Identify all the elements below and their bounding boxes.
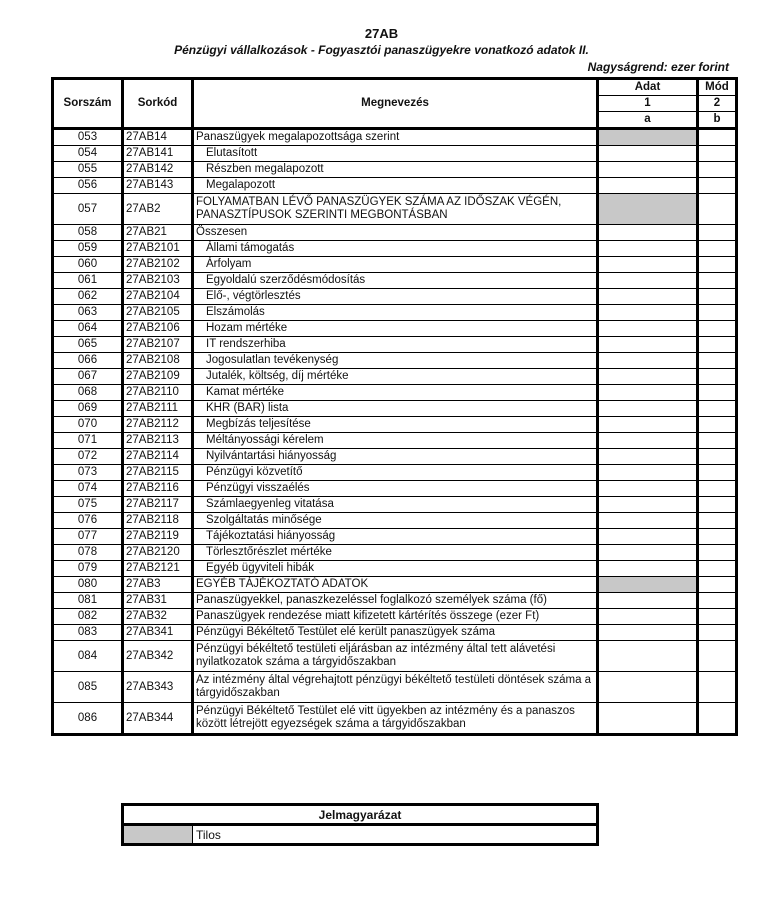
row-adat-cell[interactable] bbox=[598, 561, 698, 577]
row-mod-cell[interactable] bbox=[698, 162, 737, 178]
table-row bbox=[53, 257, 737, 273]
row-sorkod: 27AB344 bbox=[123, 703, 193, 735]
row-mod-cell[interactable] bbox=[698, 225, 737, 241]
row-adat-cell[interactable] bbox=[598, 529, 698, 545]
table-row bbox=[53, 449, 737, 465]
row-sorszam: 075 bbox=[53, 497, 123, 513]
row-mod-cell[interactable] bbox=[698, 641, 737, 672]
row-sorszam: 081 bbox=[53, 593, 123, 609]
row-mod-cell[interactable] bbox=[698, 241, 737, 257]
row-megnevezes: IT rendszerhiba bbox=[193, 337, 598, 353]
row-mod-cell[interactable] bbox=[698, 593, 737, 609]
row-adat-cell[interactable] bbox=[598, 257, 698, 273]
row-sorkod: 27AB142 bbox=[123, 162, 193, 178]
row-megnevezes: Összesen bbox=[193, 225, 598, 241]
row-sorszam: 071 bbox=[53, 433, 123, 449]
row-mod-cell[interactable] bbox=[698, 481, 737, 497]
row-mod-cell[interactable] bbox=[698, 625, 737, 641]
row-sorszam: 082 bbox=[53, 609, 123, 625]
row-mod-cell[interactable] bbox=[698, 417, 737, 433]
header-mod: Mód bbox=[698, 79, 737, 96]
row-mod-cell[interactable] bbox=[698, 577, 737, 593]
row-mod-cell[interactable] bbox=[698, 561, 737, 577]
row-megnevezes: Szolgáltatás minősége bbox=[193, 513, 598, 529]
row-megnevezes: Panaszügyek rendezése miatt kifizetett kártérítés összege (ezer Ft) bbox=[193, 609, 598, 625]
row-mod-cell[interactable] bbox=[698, 703, 737, 735]
row-sorszam: 077 bbox=[53, 529, 123, 545]
row-megnevezes: Kamat mértéke bbox=[193, 385, 598, 401]
table-row bbox=[53, 481, 737, 497]
row-sorkod: 27AB21 bbox=[123, 225, 193, 241]
table-row bbox=[53, 273, 737, 289]
row-sorkod: 27AB2101 bbox=[123, 241, 193, 257]
row-sorkod: 27AB343 bbox=[123, 672, 193, 703]
row-sorkod: 27AB2 bbox=[123, 194, 193, 225]
row-megnevezes: Árfolyam bbox=[193, 257, 598, 273]
row-megnevezes: Pénzügyi Békéltető Testület elé került panaszügyek száma bbox=[193, 625, 598, 641]
row-sorkod: 27AB2106 bbox=[123, 321, 193, 337]
row-sorszam: 074 bbox=[53, 481, 123, 497]
row-sorszam: 076 bbox=[53, 513, 123, 529]
row-mod-cell[interactable] bbox=[698, 194, 737, 225]
row-sorszam: 061 bbox=[53, 273, 123, 289]
row-megnevezes: EGYÉB TÁJÉKOZTATÓ ADATOK bbox=[193, 577, 598, 593]
header-sorszam: Sorszám bbox=[53, 79, 123, 129]
row-adat-cell[interactable] bbox=[598, 497, 698, 513]
form-code: 27AB bbox=[364, 26, 399, 41]
row-sorszam: 053 bbox=[53, 129, 123, 146]
row-megnevezes: Jogosulatlan tevékenység bbox=[193, 353, 598, 369]
row-megnevezes: Állami támogatás bbox=[193, 241, 598, 257]
row-mod-cell[interactable] bbox=[698, 273, 737, 289]
row-megnevezes: Pénzügyi békéltető testületi eljárásban az intézmény által tett alávetési nyilatkozatok száma a tárgyidőszakban bbox=[193, 641, 598, 672]
legend-table bbox=[121, 803, 599, 846]
table-row bbox=[53, 672, 737, 703]
row-mod-cell[interactable] bbox=[698, 146, 737, 162]
row-mod-cell[interactable] bbox=[698, 337, 737, 353]
table-row bbox=[53, 178, 737, 194]
row-mod-cell[interactable] bbox=[698, 529, 737, 545]
table-row bbox=[53, 353, 737, 369]
row-sorszam: 063 bbox=[53, 305, 123, 321]
row-adat-cell[interactable] bbox=[598, 353, 698, 369]
form-title: Pénzügyi vállalkozások - Fogyasztói panaszügyekre vonatkozó adatok II. bbox=[174, 43, 589, 57]
row-adat-cell[interactable] bbox=[598, 289, 698, 305]
row-megnevezes: Nyilvántartási hiányosság bbox=[193, 449, 598, 465]
header-mod-letter: b bbox=[698, 112, 737, 129]
row-sorkod: 27AB2114 bbox=[123, 449, 193, 465]
row-adat-cell[interactable] bbox=[598, 162, 698, 178]
table-row bbox=[53, 577, 737, 593]
row-megnevezes: Megalapozott bbox=[193, 178, 598, 194]
row-adat-cell[interactable] bbox=[598, 225, 698, 241]
row-megnevezes: Törlesztőrészlet mértéke bbox=[193, 545, 598, 561]
row-megnevezes: Jutalék, költség, díj mértéke bbox=[193, 369, 598, 385]
row-sorkod: 27AB3 bbox=[123, 577, 193, 593]
table-row bbox=[53, 609, 737, 625]
row-sorkod: 27AB2118 bbox=[123, 513, 193, 529]
row-sorszam: 058 bbox=[53, 225, 123, 241]
row-adat-cell[interactable] bbox=[598, 385, 698, 401]
table-row bbox=[53, 241, 737, 257]
row-adat-cell[interactable] bbox=[598, 433, 698, 449]
table-row bbox=[53, 433, 737, 449]
row-sorkod: 27AB341 bbox=[123, 625, 193, 641]
table-row bbox=[53, 625, 737, 641]
row-mod-cell[interactable] bbox=[698, 289, 737, 305]
row-sorkod: 27AB2103 bbox=[123, 273, 193, 289]
row-adat-cell[interactable] bbox=[598, 609, 698, 625]
row-sorkod: 27AB31 bbox=[123, 593, 193, 609]
table-row bbox=[53, 321, 737, 337]
row-mod-cell[interactable] bbox=[698, 129, 737, 146]
row-sorkod: 27AB143 bbox=[123, 178, 193, 194]
row-sorkod: 27AB2108 bbox=[123, 353, 193, 369]
row-adat-cell[interactable] bbox=[598, 545, 698, 561]
row-sorszam: 083 bbox=[53, 625, 123, 641]
row-sorkod: 27AB2113 bbox=[123, 433, 193, 449]
row-mod-cell[interactable] bbox=[698, 178, 737, 194]
row-adat-cell[interactable] bbox=[598, 401, 698, 417]
row-adat-cell[interactable] bbox=[598, 449, 698, 465]
row-mod-cell[interactable] bbox=[698, 513, 737, 529]
row-mod-cell[interactable] bbox=[698, 385, 737, 401]
row-adat-cell[interactable] bbox=[598, 641, 698, 672]
row-megnevezes: Egyéb ügyviteli hibák bbox=[193, 561, 598, 577]
row-adat-cell[interactable] bbox=[598, 321, 698, 337]
table-row bbox=[53, 417, 737, 433]
row-megnevezes: Az intézmény által végrehajtott pénzügyi békéltető testületi döntések száma a tárgyidőszakban bbox=[193, 672, 598, 703]
row-megnevezes: Panaszügyek megalapozottsága szerint bbox=[193, 129, 598, 146]
table-row bbox=[53, 641, 737, 672]
row-adat-cell[interactable] bbox=[598, 703, 698, 735]
row-megnevezes: Tájékoztatási hiányosság bbox=[193, 529, 598, 545]
row-adat-cell[interactable] bbox=[598, 513, 698, 529]
table-row bbox=[53, 593, 737, 609]
row-adat-cell bbox=[598, 194, 698, 225]
legend-label: Tilos bbox=[193, 825, 598, 845]
row-adat-cell[interactable] bbox=[598, 625, 698, 641]
row-sorszam: 072 bbox=[53, 449, 123, 465]
row-sorkod: 27AB2120 bbox=[123, 545, 193, 561]
row-sorkod: 27AB141 bbox=[123, 146, 193, 162]
row-sorszam: 055 bbox=[53, 162, 123, 178]
row-mod-cell[interactable] bbox=[698, 545, 737, 561]
row-sorkod: 27AB2109 bbox=[123, 369, 193, 385]
row-sorszam: 059 bbox=[53, 241, 123, 257]
row-sorkod: 27AB2104 bbox=[123, 289, 193, 305]
row-sorszam: 068 bbox=[53, 385, 123, 401]
row-sorszam: 054 bbox=[53, 146, 123, 162]
row-sorkod: 27AB2111 bbox=[123, 401, 193, 417]
row-mod-cell[interactable] bbox=[698, 257, 737, 273]
header-adat-num: 1 bbox=[598, 96, 698, 112]
row-sorszam: 056 bbox=[53, 178, 123, 194]
row-sorkod: 27AB2119 bbox=[123, 529, 193, 545]
row-mod-cell[interactable] bbox=[698, 449, 737, 465]
row-sorkod: 27AB2112 bbox=[123, 417, 193, 433]
header-megnevezes: Megnevezés bbox=[193, 79, 598, 129]
row-mod-cell[interactable] bbox=[698, 465, 737, 481]
row-megnevezes: Pénzügyi közvetítő bbox=[193, 465, 598, 481]
row-mod-cell[interactable] bbox=[698, 321, 737, 337]
table-row bbox=[53, 465, 737, 481]
header-adat: Adat bbox=[598, 79, 698, 96]
magnitude-note: Nagyságrend: ezer forint bbox=[587, 60, 729, 74]
row-sorszam: 079 bbox=[53, 561, 123, 577]
row-sorszam: 065 bbox=[53, 337, 123, 353]
header-mod-num: 2 bbox=[698, 96, 737, 112]
row-sorszam: 070 bbox=[53, 417, 123, 433]
row-sorszam: 066 bbox=[53, 353, 123, 369]
row-sorkod: 27AB2116 bbox=[123, 481, 193, 497]
row-mod-cell[interactable] bbox=[698, 497, 737, 513]
row-mod-cell[interactable] bbox=[698, 401, 737, 417]
table-row bbox=[53, 497, 737, 513]
row-adat-cell[interactable] bbox=[598, 273, 698, 289]
row-megnevezes: Elutasított bbox=[193, 146, 598, 162]
row-megnevezes: Megbízás teljesítése bbox=[193, 417, 598, 433]
row-sorkod: 27AB342 bbox=[123, 641, 193, 672]
table-row bbox=[53, 545, 737, 561]
row-sorszam: 064 bbox=[53, 321, 123, 337]
row-sorkod: 27AB32 bbox=[123, 609, 193, 625]
row-sorkod: 27AB2105 bbox=[123, 305, 193, 321]
row-sorszam: 085 bbox=[53, 672, 123, 703]
table-row bbox=[53, 369, 737, 385]
table-row bbox=[53, 513, 737, 529]
row-sorkod: 27AB2102 bbox=[123, 257, 193, 273]
row-adat-cell[interactable] bbox=[598, 241, 698, 257]
header-sorkod: Sorkód bbox=[123, 79, 193, 129]
row-sorkod: 27AB2110 bbox=[123, 385, 193, 401]
table-row bbox=[53, 146, 737, 162]
legend-swatch bbox=[123, 825, 193, 845]
table-body bbox=[53, 129, 737, 735]
row-sorszam: 057 bbox=[53, 194, 123, 225]
table-row bbox=[53, 529, 737, 545]
legend-title: Jelmagyarázat bbox=[123, 805, 598, 825]
row-mod-cell[interactable] bbox=[698, 369, 737, 385]
row-mod-cell[interactable] bbox=[698, 609, 737, 625]
row-megnevezes: Panaszügyekkel, panaszkezeléssel foglalkozó személyek száma (fő) bbox=[193, 593, 598, 609]
row-sorszam: 069 bbox=[53, 401, 123, 417]
data-table bbox=[51, 77, 738, 736]
row-sorkod: 27AB2115 bbox=[123, 465, 193, 481]
row-adat-cell bbox=[598, 577, 698, 593]
row-adat-cell[interactable] bbox=[598, 369, 698, 385]
table-row bbox=[53, 305, 737, 321]
table-row bbox=[53, 289, 737, 305]
row-adat-cell[interactable] bbox=[598, 178, 698, 194]
row-megnevezes: Elszámolás bbox=[193, 305, 598, 321]
table-row bbox=[53, 225, 737, 241]
row-megnevezes: Méltányossági kérelem bbox=[193, 433, 598, 449]
table-row bbox=[53, 337, 737, 353]
row-adat-cell[interactable] bbox=[598, 593, 698, 609]
row-mod-cell[interactable] bbox=[698, 433, 737, 449]
row-megnevezes: Pénzügyi visszaélés bbox=[193, 481, 598, 497]
row-megnevezes: KHR (BAR) lista bbox=[193, 401, 598, 417]
row-adat-cell[interactable] bbox=[598, 481, 698, 497]
row-megnevezes: Hozam mértéke bbox=[193, 321, 598, 337]
row-sorszam: 086 bbox=[53, 703, 123, 735]
row-sorkod: 27AB14 bbox=[123, 129, 193, 146]
row-sorszam: 078 bbox=[53, 545, 123, 561]
row-megnevezes: Pénzügyi Békéltető Testület elé vitt ügyekben az intézmény és a panaszos között létrejött egyezségek száma a tárgyidőszakban bbox=[193, 703, 598, 735]
row-megnevezes: FOLYAMATBAN LÉVŐ PANASZÜGYEK SZÁMA AZ IDŐSZAK VÉGÉN, PANASZTÍPUSOK SZERINTI MEGBONTÁSBAN bbox=[193, 194, 598, 225]
table-row bbox=[53, 703, 737, 735]
row-sorkod: 27AB2121 bbox=[123, 561, 193, 577]
row-adat-cell[interactable] bbox=[598, 672, 698, 703]
row-sorszam: 084 bbox=[53, 641, 123, 672]
row-sorkod: 27AB2117 bbox=[123, 497, 193, 513]
row-megnevezes: Elő-, végtörlesztés bbox=[193, 289, 598, 305]
row-sorszam: 067 bbox=[53, 369, 123, 385]
row-adat-cell[interactable] bbox=[598, 337, 698, 353]
row-sorkod: 27AB2107 bbox=[123, 337, 193, 353]
row-adat-cell[interactable] bbox=[598, 417, 698, 433]
row-megnevezes: Részben megalapozott bbox=[193, 162, 598, 178]
row-mod-cell[interactable] bbox=[698, 353, 737, 369]
row-adat-cell[interactable] bbox=[598, 305, 698, 321]
table-row bbox=[53, 129, 737, 146]
row-sorszam: 060 bbox=[53, 257, 123, 273]
table-row bbox=[53, 194, 737, 225]
table-row bbox=[53, 385, 737, 401]
row-sorszam: 062 bbox=[53, 289, 123, 305]
row-mod-cell[interactable] bbox=[698, 672, 737, 703]
row-sorszam: 080 bbox=[53, 577, 123, 593]
table-row bbox=[53, 401, 737, 417]
row-adat-cell[interactable] bbox=[598, 465, 698, 481]
header-adat-letter: a bbox=[598, 112, 698, 129]
row-adat-cell bbox=[598, 129, 698, 146]
row-adat-cell[interactable] bbox=[598, 146, 698, 162]
row-mod-cell[interactable] bbox=[698, 305, 737, 321]
table-row bbox=[53, 561, 737, 577]
row-megnevezes: Egyoldalú szerződésmódosítás bbox=[193, 273, 598, 289]
table-row bbox=[53, 162, 737, 178]
row-sorszam: 073 bbox=[53, 465, 123, 481]
row-megnevezes: Számlaegyenleg vitatása bbox=[193, 497, 598, 513]
